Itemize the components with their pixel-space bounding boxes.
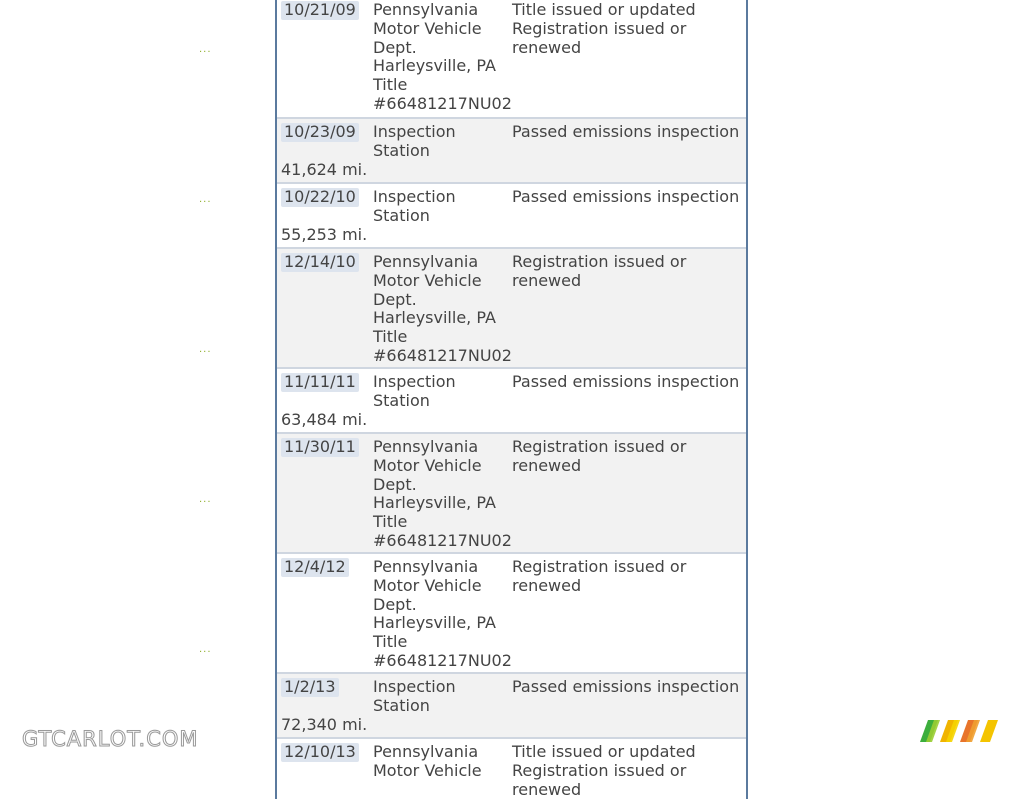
record-source: Inspection Station <box>373 372 456 410</box>
record-date: 11/30/11 <box>281 438 359 457</box>
record-odometer: 55,253 mi. <box>281 225 368 244</box>
record-comments: Title issued or updated Registration issued or renewed <box>512 742 696 799</box>
record-date: 10/23/09 <box>281 123 359 142</box>
record-date: 12/4/12 <box>281 558 349 577</box>
brand-logo-icon <box>920 720 998 742</box>
record-comments: Passed emissions inspection <box>512 677 740 696</box>
history-row <box>277 369 746 434</box>
history-row <box>277 119 746 184</box>
history-row <box>277 249 746 369</box>
record-date: 12/14/10 <box>281 253 359 272</box>
record-source: Pennsylvania Motor Vehicle Dept. Harleysville, PA Title #66481217NU02 <box>373 557 512 670</box>
record-source: Pennsylvania Motor Vehicle Dept. Harleysville, PA Title #66481217NU02 <box>373 252 512 365</box>
record-comments: Registration issued or renewed <box>512 557 687 595</box>
decorative-dots: ... <box>199 44 212 55</box>
record-source: Pennsylvania Motor Vehicle Dept. Harleysville, PA Title #66481217NU02 <box>373 437 512 550</box>
record-odometer: 41,624 mi. <box>281 160 368 179</box>
decorative-dots: ... <box>199 344 212 355</box>
record-comments: Passed emissions inspection <box>512 187 740 206</box>
history-row <box>277 674 746 739</box>
record-source: Pennsylvania Motor Vehicle <box>373 742 482 780</box>
decorative-dots: ... <box>199 194 212 205</box>
history-row <box>277 434 746 554</box>
record-date: 12/10/13 <box>281 743 359 762</box>
site-watermark: GTCARLOT.COM <box>22 727 199 751</box>
record-comments: Passed emissions inspection <box>512 122 740 141</box>
record-comments: Registration issued or renewed <box>512 252 687 290</box>
decorative-dots: ... <box>199 644 212 655</box>
record-odometer: 72,340 mi. <box>281 715 368 734</box>
record-source: Inspection Station <box>373 677 456 715</box>
record-comments: Passed emissions inspection <box>512 372 740 391</box>
record-comments: Title issued or updated Registration issued or renewed <box>512 0 696 57</box>
history-row <box>277 0 746 119</box>
record-date: 10/21/09 <box>281 1 359 20</box>
record-source: Inspection Station <box>373 122 456 160</box>
vehicle-history-table <box>275 0 748 799</box>
record-comments: Registration issued or renewed <box>512 437 687 475</box>
record-date: 1/2/13 <box>281 678 339 697</box>
record-date: 10/22/10 <box>281 188 359 207</box>
record-date: 11/11/11 <box>281 373 359 392</box>
history-row <box>277 739 746 799</box>
record-source: Pennsylvania Motor Vehicle Dept. Harleysville, PA Title #66481217NU02 <box>373 0 512 113</box>
record-source: Inspection Station <box>373 187 456 225</box>
decorative-dots: ... <box>199 494 212 505</box>
history-row <box>277 184 746 249</box>
history-row <box>277 554 746 674</box>
record-odometer: 63,484 mi. <box>281 410 368 429</box>
